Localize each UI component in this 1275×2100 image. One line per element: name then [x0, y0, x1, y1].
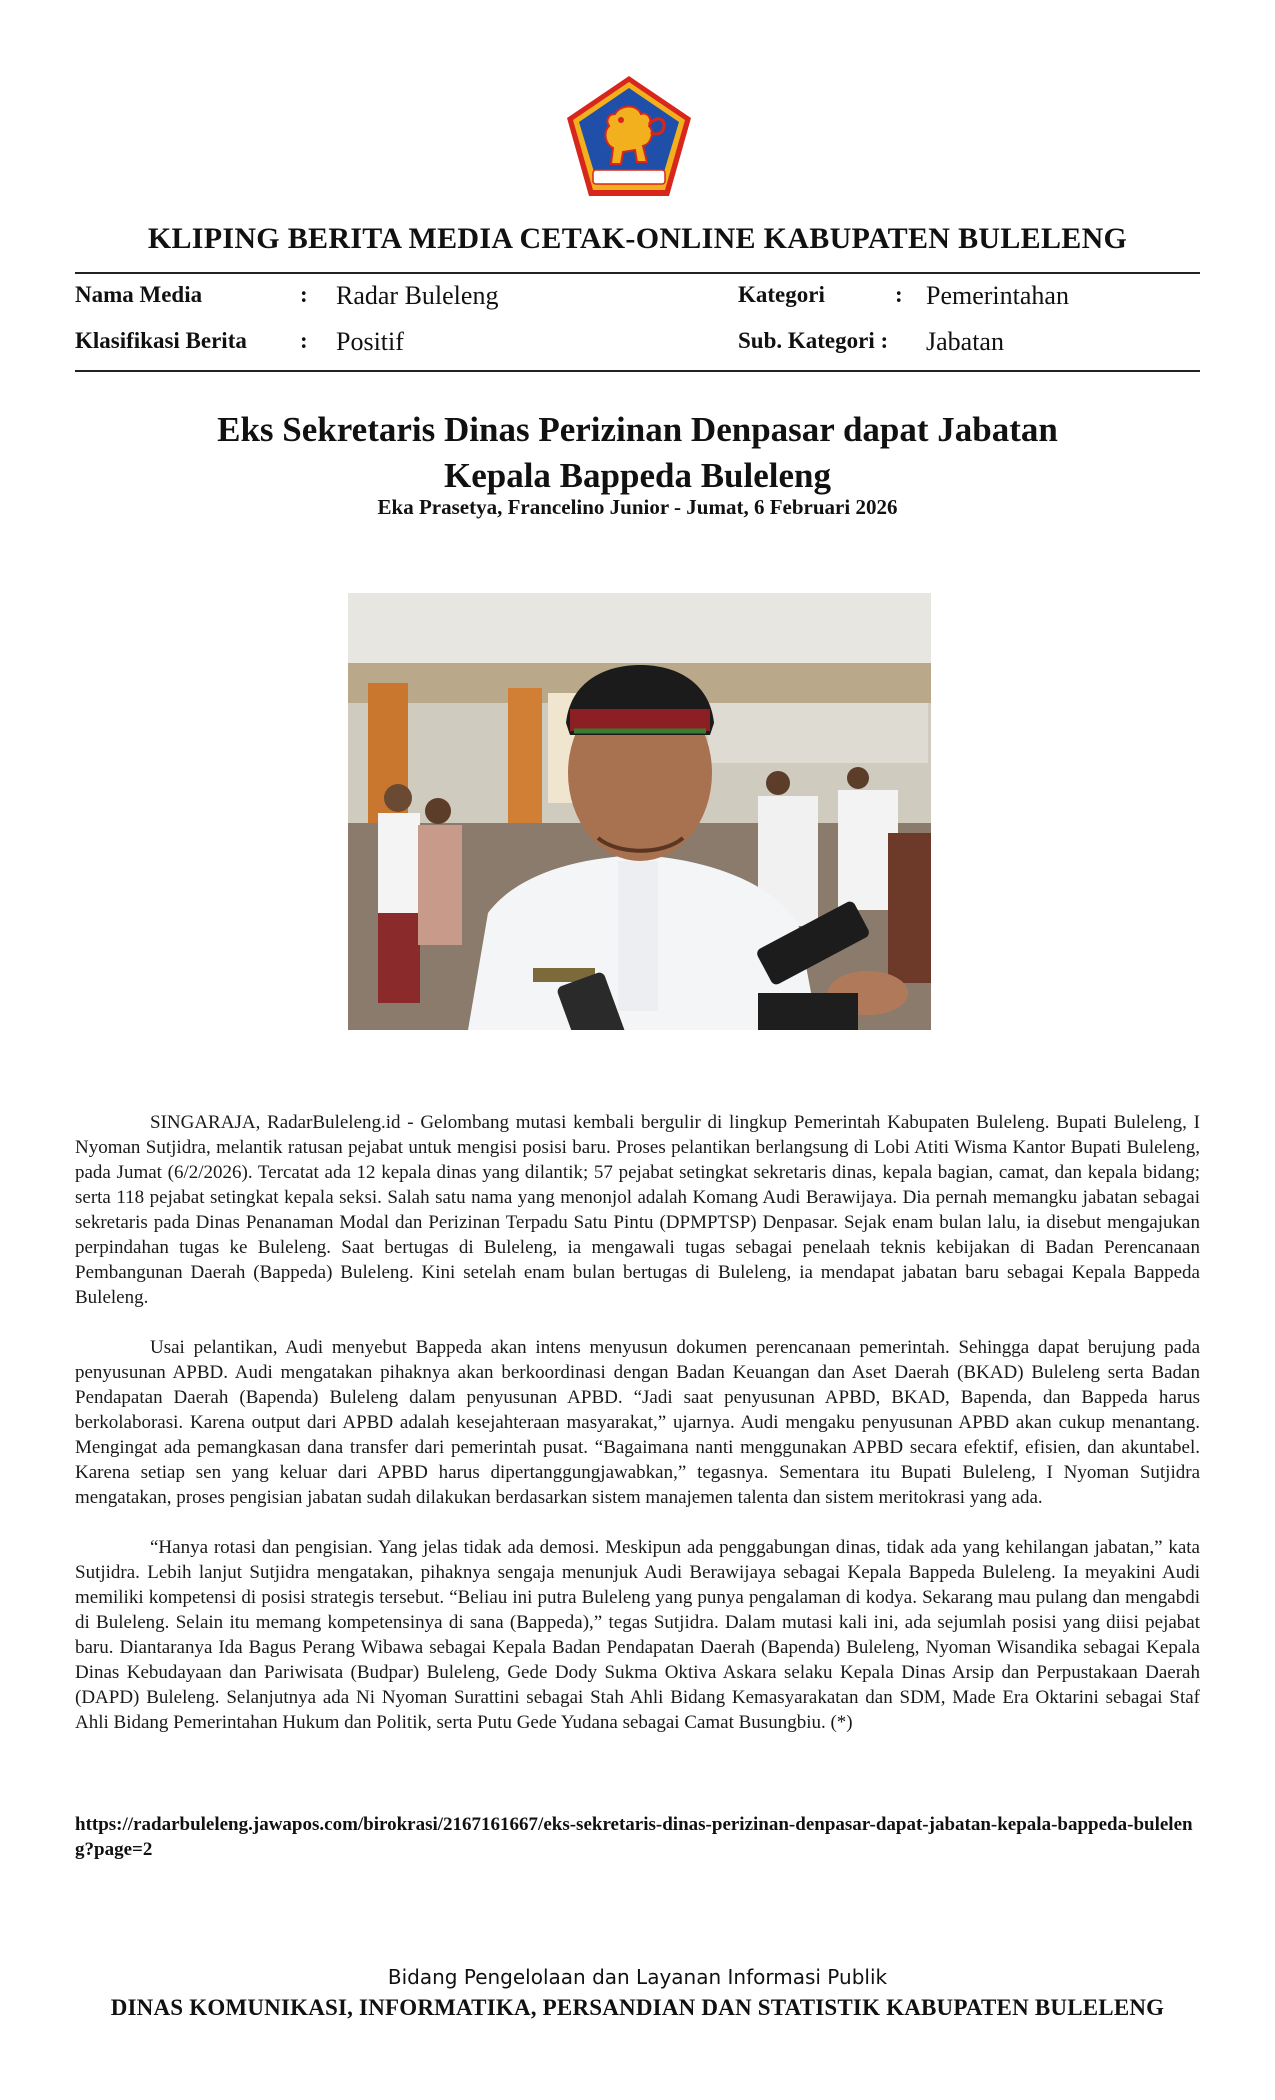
subcategory-value: Jabatan — [926, 327, 1004, 356]
category-label: Kategori — [738, 282, 825, 307]
category-colon: : — [895, 282, 903, 307]
meta-row-classification — [0, 328, 1275, 364]
meta-row-media — [0, 282, 1275, 318]
subcategory-label: Sub. Kategori : — [738, 328, 889, 353]
media-value: Radar Buleleng — [336, 281, 499, 310]
lion-crest-icon — [563, 74, 695, 200]
article-byline: Eka Prasetya, Francelino Junior - Jumat, 6 Februari 2026 — [377, 495, 898, 519]
article-paragraph-3: “Hanya rotasi dan pengisian. Yang jelas tidak ada demosi. Meskipun ada penggabungan dinas, tidak ada yang kehilangan jabatan,” kata Sutjidra. Lebih lanjut Sutjidra mengatakan, pihaknya sengaja menunjuk Audi Berawijaya sebagai Kepala Bappeda Buleleng. Ia meyakini Audi memiliki kompetensi di posisi strategis tersebut. “Beliau ini putra Buleleng yang punya pengalaman di kodya. Sekarang mau pulang dan mengabdi di Buleleng. Selain itu memang kompetensinya di sana (Bappeda),” tegas Sutjidra. Dalam mutasi kali ini, ada sejumlah posisi yang diisi pejabat baru. Diantaranya Ida Bagus Perang Wibawa sebagai Kepala Badan Pendapatan Daerah (Bapenda) Buleleng, Nyoman Wisandika sebagai Kepala Dinas Kebudayaan dan Pariwisata (Budpar) Buleleng, Gede Dody Sukma Oktiva Askara selaku Kepala Dinas Arsip dan Perpustakaan Daerah (DAPD) Buleleng. Selanjutnya ada Ni Nyoman Surattini sebagai Stah Ahli Bidang Kemasyarakatan dan SDM, Made Era Oktarini sebagai Staf Ahli Bidang Pemerintahan Hukum dan Politik, serta Putu Gede Yudana sebagai Camat Busungbiu. (*) — [75, 1537, 1200, 1733]
article-paragraph-2: Usai pelantikan, Audi menyebut Bappeda akan intens menyusun dokumen perencanaan pemerintah. Sehingga dapat berujung pada penyusunan APBD. Audi mengatakan pihaknya akan berkoordinasi dengan Badan Keuangan dan Aset Daerah (BKAD) Buleleng serta Badan Pendapatan Daerah (Bapenda) Buleleng dalam penyusunan APBD. “Jadi saat penyusunan APBD, BKAD, Bapenda, dan Bappeda harus berkolaborasi. Karena output dari APBD adalah kesejahteraan masyarakat,” ujarnya. Audi mengaku penyusunan APBD akan cukup menantang. Mengingat ada pemangkasan dana transfer dari pemerintah pusat. “Bagaimana nanti menggunakan APBD secara efektif, efisien, dan akuntabel. Karena setiap sen yang keluar dari APBD harus dipertanggungjawabkan,” tegasnya. Sementara itu Bupati Buleleng, I Nyoman Sutjidra mengatakan, proses pengisian jabatan sudah dilakukan berdasarkan sistem manajemen talenta dan sistem meritokrasi yang ada. — [75, 1337, 1200, 1508]
headline-line-2: Kepala Bappeda Buleleng — [443, 456, 832, 495]
article-paragraph-1: SINGARAJA, RadarBuleleng.id - Gelombang mutasi kembali bergulir di lingkup Pemerintah Kabupaten Buleleng. Bupati Buleleng, I Nyoman Sutjidra, melantik ratusan pejabat untuk mengisi posisi baru. Proses pelantikan berlangsung di Lobi Atiti Wisma Kantor Bupati Buleleng, pada Jumat (6/2/2026). Tercatat ada 12 kepala dinas yang dilantik; 57 pejabat setingkat sekretaris dinas, kepala bagian, camat, dan kepala bidang; serta 118 pejabat setingkat kepala seksi. Salah satu nama yang menonjol adalah Komang Audi Berawijaya. Dia pernah memangku jabatan sebagai sekretaris pada Dinas Penanaman Modal dan Perizinan Terpadu Satu Pintu (DPMPTSP) Denpasar. Sejak enam bulan lalu, ia disebut mengajukan perpindahan tugas ke Buleleng. Saat bertugas di Buleleng, ia mengawali tugas sebagai penelaah teknis kebijakan di Badan Perencanaan Pembangunan Daerah (Bappeda) Buleleng. Kini setelah enam bulan bertugas di Buleleng, ia mendapat jabatan baru sebagai Kepala Bappeda Buleleng. — [75, 1112, 1200, 1308]
top-divider — [75, 272, 1200, 274]
article-body — [75, 1110, 1200, 1760]
document-title: KLIPING BERITA MEDIA CETAK-ONLINE KABUPATEN BULELENG — [147, 222, 1128, 255]
bottom-divider — [75, 370, 1200, 372]
source-url-link[interactable]: https://radarbuleleng.jawapos.com/birokrasi/2167161667/eks-sekretaris-dinas-perizinan-denpasar-dapat-jabatan-kepala-bappeda-buleleng?page=2 — [75, 1814, 1193, 1860]
classification-label: Klasifikasi Berita — [75, 328, 247, 353]
headline-line-1: Eks Sekretaris Dinas Perizinan Denpasar dapat Jabatan — [217, 410, 1058, 449]
category-value: Pemerintahan — [926, 281, 1069, 310]
media-colon: : — [300, 282, 308, 307]
buleleng-coat-of-arms-logo — [563, 74, 695, 200]
classification-value: Positif — [336, 327, 404, 356]
media-label: Nama Media — [75, 282, 203, 307]
article-photo — [348, 593, 931, 1030]
footer-agency: DINAS KOMUNIKASI, INFORMATIKA, PERSANDIAN DAN STATISTIK KABUPATEN BULELENG — [110, 1995, 1165, 2020]
article-headline — [150, 407, 1125, 499]
classification-colon: : — [300, 328, 308, 353]
footer-department: Bidang Pengelolaan dan Layanan Informasi Publik — [387, 1965, 888, 1989]
